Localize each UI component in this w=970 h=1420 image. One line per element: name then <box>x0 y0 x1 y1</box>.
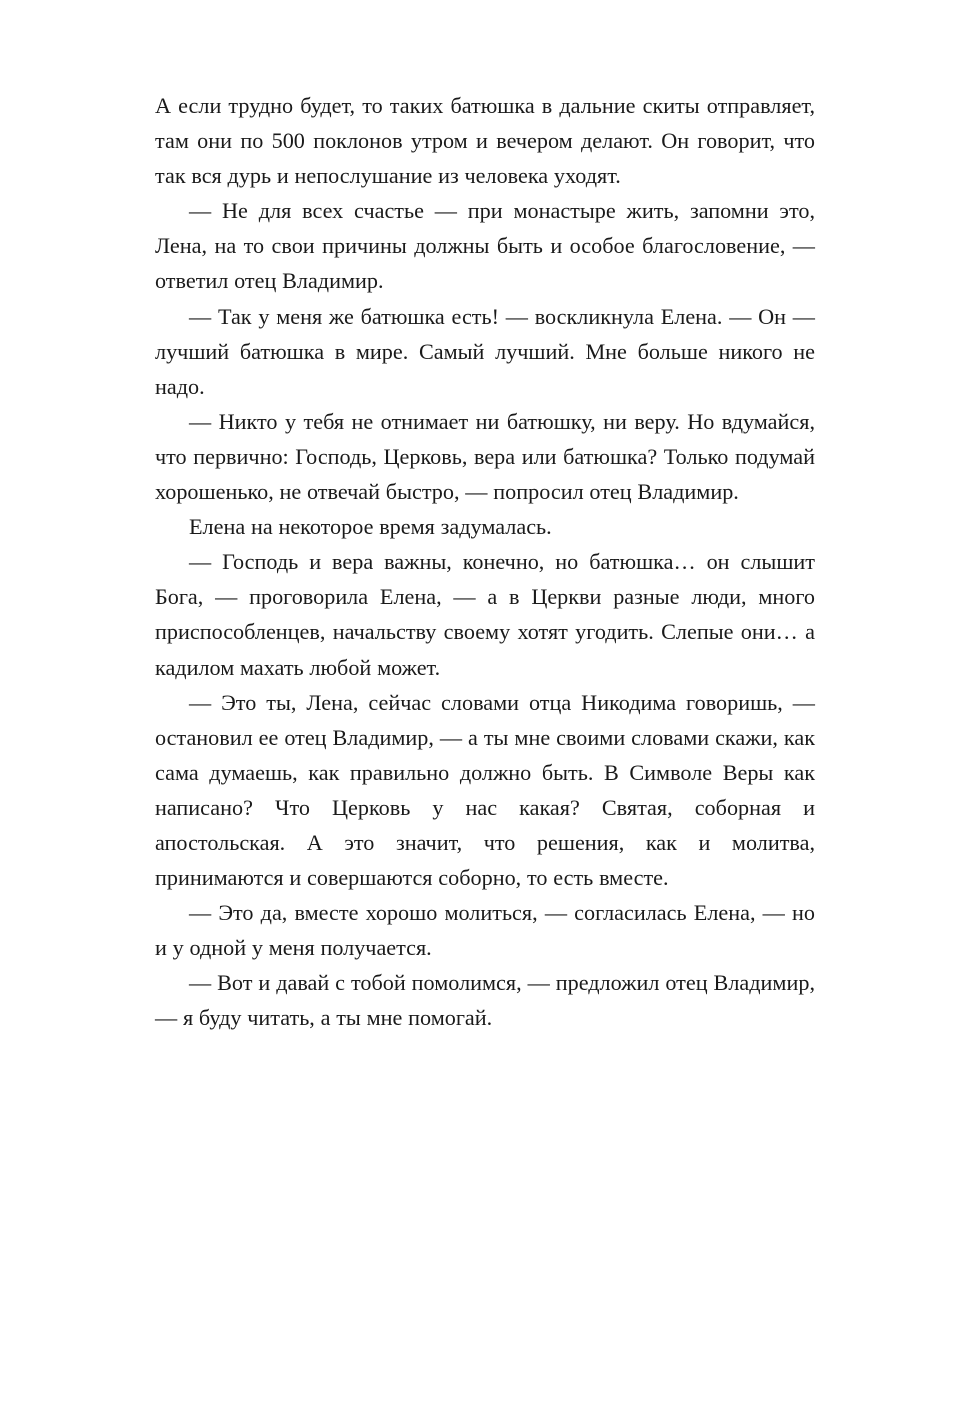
paragraph: — Господь и вера важны, конечно, но батюшка… он слышит Бога, — проговорила Елена, — а в Церкви разные люди, много приспособленцев, начальству своему хотят угодить. Слепые они… а кадилом махать любой может. <box>155 549 815 680</box>
paragraph: Елена на некоторое время задумалась. <box>189 514 552 540</box>
paragraph: — Это ты, Лена, сейчас словами отца Никодима говоришь, — остановил ее отец Владимир, — а ты мне своими словами скажи, как сама думаешь, как правильно должно быть. В Символе Веры как написано? Что Церковь у нас какая? Святая, соборная и апостольская. А это значит, что решения, как и молитва, принимаются и совершаются соборно, то есть вместе. <box>155 689 815 891</box>
paragraph: — Не для всех счастье — при монастыре жить, запомни это, Лена, на то свои причины должны быть и особое благословение, — ответил отец Владимир. <box>155 198 815 294</box>
paragraph: — Так у меня же батюшка есть! — воскликнула Елена. — Он — лучший батюшка в мире. Самый лучший. Мне больше никого не надо. <box>155 303 815 399</box>
paragraph: — Это да, вместе хорошо молиться, — согласилась Елена, — но и у одной у меня получается. <box>155 900 815 961</box>
page-footer <box>155 1330 815 1360</box>
paragraph: А если трудно будет, то таких батюшка в дальние скиты отправляет, там они по 500 поклонов утром и вечером делают. Он говорит, что так вся дурь и непослушание из человека уходят. <box>155 93 815 189</box>
paragraph: — Вот и давай с тобой помолимся, — предложил отец Владимир, — я буду читать, а ты мне помогай. <box>155 970 815 1031</box>
body-text-column <box>155 88 815 1036</box>
paragraph: — Никто у тебя не отнимает ни батюшку, ни веру. Но вдумайся, что первично: Господь, Церковь, вера или батюшка? Только подумай хорошенько, не отвечай быстро, — попросил отец Владимир. <box>155 408 815 505</box>
